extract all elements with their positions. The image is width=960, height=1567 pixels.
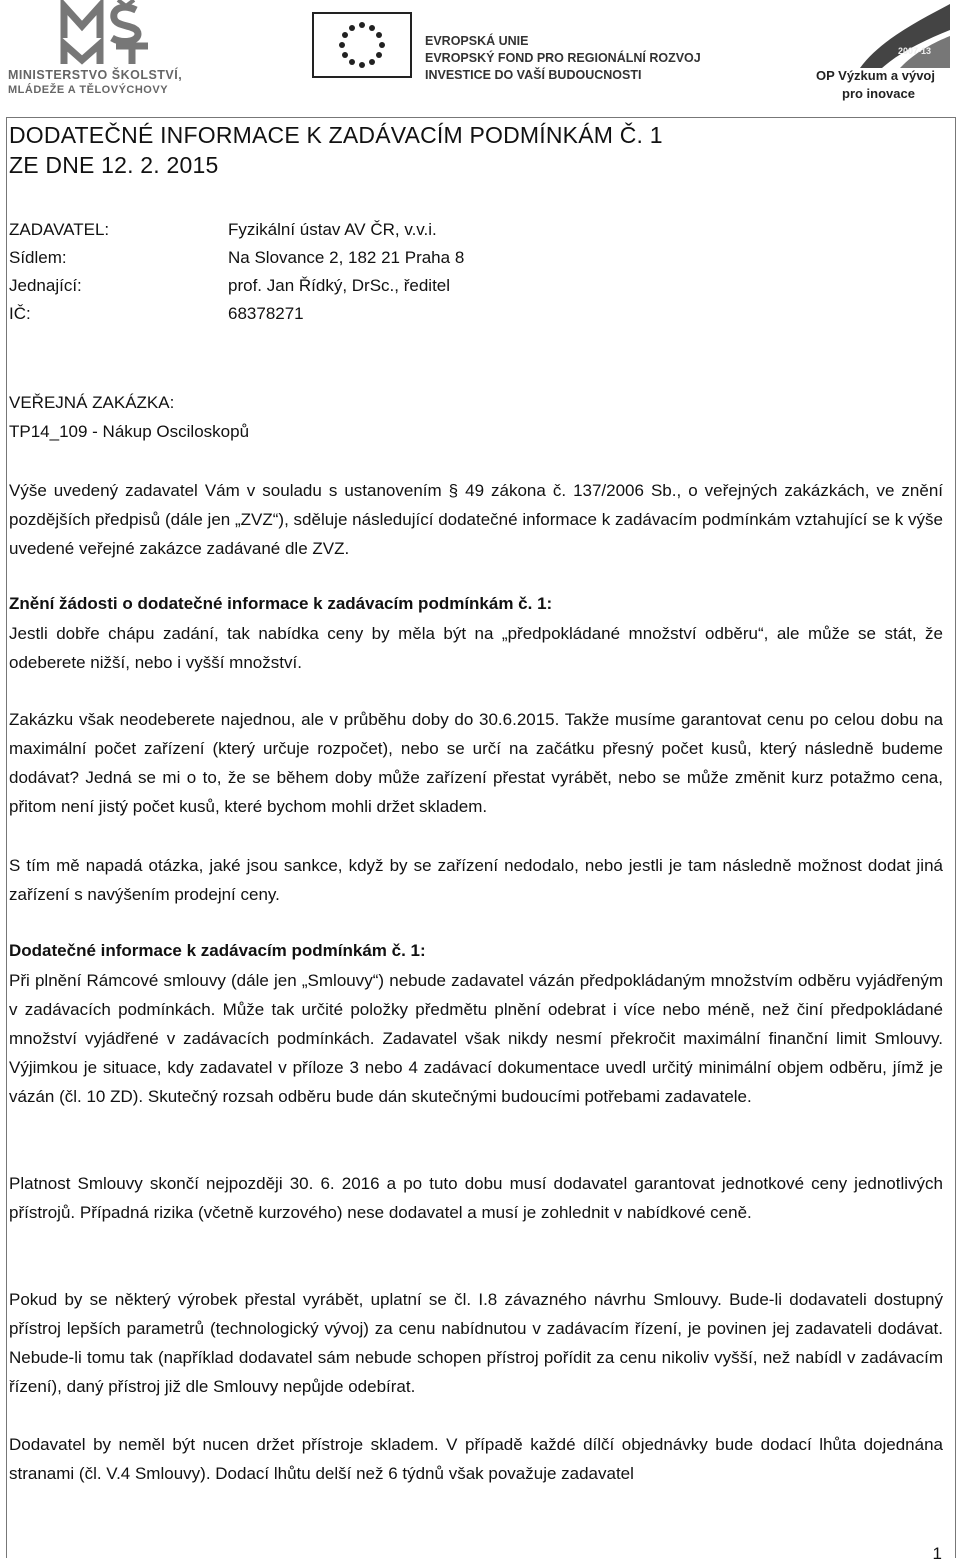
eu-line2: EVROPSKÝ FOND PRO REGIONÁLNÍ ROZVOJ xyxy=(425,51,701,65)
sidlem-value: Na Slovance 2, 182 21 Praha 8 xyxy=(228,248,465,267)
zadavatel-label: ZADAVATEL: xyxy=(9,220,110,239)
op-years: 2007-13 xyxy=(898,46,932,56)
zakazka-heading: VEŘEJNÁ ZAKÁZKA: xyxy=(9,393,175,412)
request-paragraph-1: Jestli dobře chápu zadání, tak nabídka ceny by měla být na „předpokládané množství odběru“, ale může se stát, že odeberete nižší, nebo i vyšší množství. xyxy=(9,624,943,672)
eu-line3: INVESTICE DO VAŠÍ BUDOUCNOSTI xyxy=(425,68,642,82)
document-title xyxy=(9,120,663,180)
answer-paragraph-3: Pokud by se některý výrobek přestal vyrábět, uplatní se čl. I.8 závazného návrhu Smlouvy. Bude-li dodavateli dostupný přístroj lepších parametrů (technologický vývoj) za cenu nabídnutou v zadávacím řízení, je povinen jej zadavateli dodávat. Nebude-li tomu tak (například dodavatel sám nebude schopen přístroj pořídit za cenu nikoliv vyšší, než nabídl v zadávacím řízení), daný přístroj již dle Smlouvy nepůjde odebírat. xyxy=(9,1290,943,1396)
page-number: 1 xyxy=(932,1544,942,1563)
request-heading: Znění žádosti o dodatečné informace k zadávacím podmínkám č. 1: xyxy=(9,594,553,613)
msmt-logo xyxy=(6,0,211,100)
ic-label: IČ: xyxy=(9,304,31,323)
op-vavpi-logo xyxy=(800,0,950,108)
header-logos xyxy=(0,0,960,110)
intro-paragraph: Výše uvedený zadavatel Vám v souladu s ustanovením § 49 zákona č. 137/2006 Sb., o veřejných zakázkách, ve znění pozdějších předpisů (dále jen „ZVZ“), sděluje následující dodatečné informace k zadávacím podmínkám vztahující se k výše uvedené veřejné zakázce zadávané dle ZVZ. xyxy=(9,481,943,558)
eu-logo xyxy=(312,12,701,82)
msmt-line1: MINISTERSTVO ŠKOLSTVÍ, xyxy=(8,68,183,82)
eu-line1: EVROPSKÁ UNIE xyxy=(425,34,529,48)
jednajici-label: Jednající: xyxy=(9,276,82,295)
zadavatel-value: Fyzikální ústav AV ČR, v.v.i. xyxy=(228,220,437,239)
answer-paragraph-4: Dodavatel by neměl být nucen držet přístroje skladem. V případě každé dílčí objednávky bude dodací lhůta dojednána stranami (čl. V.4 Smlouvy). Dodací lhůtu delší než 6 týdnů však považuje zadavatel xyxy=(9,1435,943,1483)
msmt-mark-icon xyxy=(56,0,216,66)
op-swoosh-icon xyxy=(800,0,950,70)
op-line1: OP Výzkum a vývoj xyxy=(816,68,935,83)
sidlem-label: Sídlem: xyxy=(9,248,67,267)
ic-value: 68378271 xyxy=(228,304,304,323)
zakazka-name: TP14_109 - Nákup Osciloskopů xyxy=(9,422,250,441)
eu-flag-icon xyxy=(312,12,412,78)
title-line2: ZE DNE 12. 2. 2015 xyxy=(9,152,219,178)
request-paragraph-3: S tím mě napadá otázka, jaké jsou sankce, když by se zařízení nedodalo, nebo jestli je tam následně možnost dodat jiná zařízení s navýšením prodejní ceny. xyxy=(9,856,943,904)
answer-heading: Dodatečné informace k zadávacím podmínkám č. 1: xyxy=(9,941,426,960)
jednajici-value: prof. Jan Řídký, DrSc., ředitel xyxy=(228,276,451,295)
op-line2: pro inovace xyxy=(842,86,915,101)
title-line1: DODATEČNÉ INFORMACE K ZADÁVACÍM PODMÍNKÁM Č. 1 xyxy=(9,122,663,148)
answer-paragraph-2: Platnost Smlouvy skončí nejpozději 30. 6. 2016 a po tuto dobu musí dodavatel garantovat jednotkové ceny jednotlivých přístrojů. Případná rizika (včetně kurzového) nese dodavatel a musí je zohlednit v nabídkové ceně. xyxy=(9,1174,943,1222)
msmt-line2: MLÁDEŽE A TĚLOVÝCHOVY xyxy=(8,84,169,96)
answer-paragraph-1: Při plnění Rámcové smlouvy (dále jen „Smlouvy“) nebude zadavatel vázán předpokládaným množstvím odběru vyjádřeným v zadávacích podmínkách. Může tak určité položky předmětu plnění odebrat i více nebo méně, než činí předpokládané množství vyjádřené v zadávacích podmínkách. Zadavatel však nikdy nesmí překročit maximální finanční limit Smlouvy. Výjimkou je situace, kdy zadavatel v příloze 3 nebo 4 zadávací dokumentace uvedl určitý minimální objem odběru, jímž je vázán (čl. 10 ZD). Skutečný rozsah odběru bude dán skutečnými budoucími potřebami zadavatele. xyxy=(9,971,943,1106)
request-paragraph-2: Zakázku však neodeberete najednou, ale v průběhu doby do 30.6.2015. Takže musíme garantovat cenu po celou dobu na maximální počet zařízení (který určuje rozpočet), nebo se určí na začátku přesný počet kusů, který následně budeme dodávat? Jedná se mi o to, že se během doby může zařízení přestat vyrábět, nebo se může změnit kurz potažmo cena, přitom není jistý počet kusů, které bychom mohli držet skladem. xyxy=(9,710,943,816)
